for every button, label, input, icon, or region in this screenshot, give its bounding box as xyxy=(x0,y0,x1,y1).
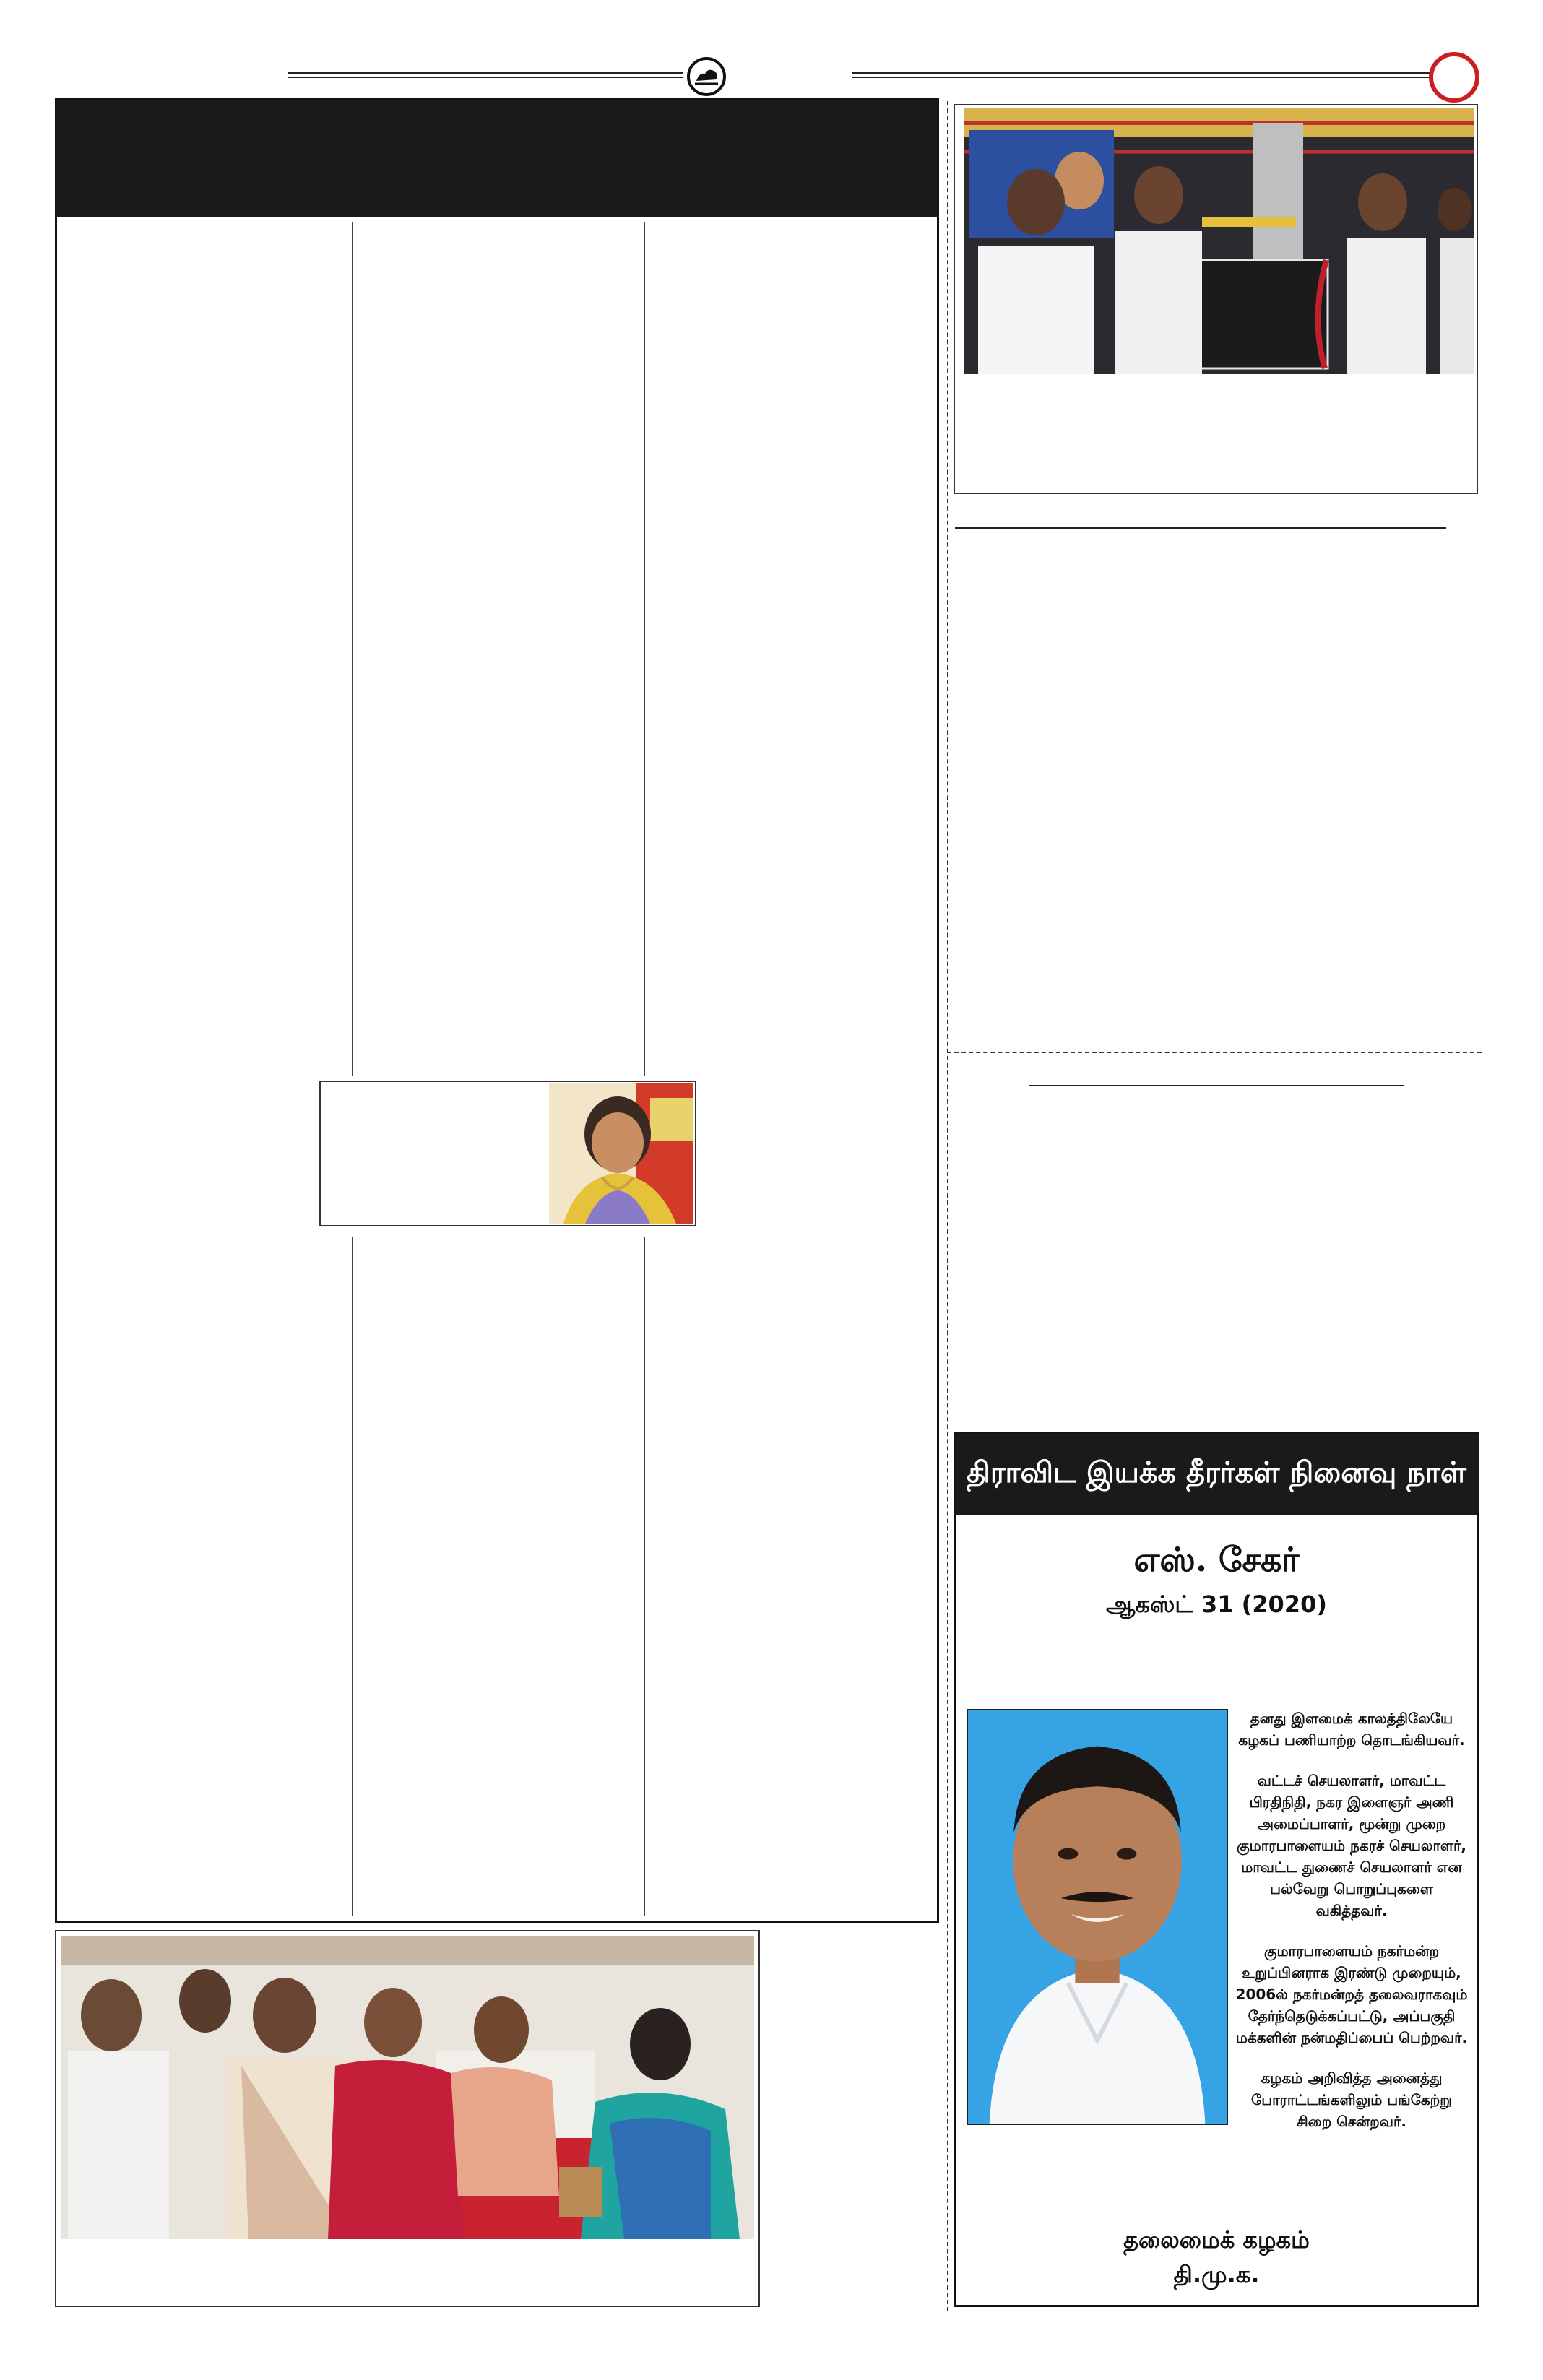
memorial-bio-paragraph: கழகம் அறிவித்த அனைத்து போராட்டங்களிலும் பங்கேற்று சிறை சென்றவர். xyxy=(1251,2069,1452,2130)
memorial-bio-paragraph: வட்டச் செயலாளர், மாவட்ட பிரதிநிதி, நகர இளைஞர் அணி அமைப்பாளர், மூன்று முறை குமாரபாளையம் நகரச் செயலாளர், மாவட்ட துணைச் செயலாளர் என பல்வேறு பொறுப்புகளை வகித்தவர். xyxy=(1237,1772,1466,1919)
header-rule-left-thin xyxy=(288,77,683,78)
dashed-column-separator xyxy=(947,101,948,2311)
memorial-bio xyxy=(1232,1708,1471,2151)
right-column-rule-2 xyxy=(1029,1085,1404,1086)
right-column-rule-1 xyxy=(955,527,1446,529)
exhibition-visit-photo xyxy=(61,1936,754,2239)
header-rule-right xyxy=(852,72,1432,74)
main-article-banner xyxy=(56,100,938,217)
rising-sun-emblem-icon xyxy=(686,56,727,97)
plaque-unveiling-photo xyxy=(964,108,1474,374)
memorial-footer-party: தி.மு.க. xyxy=(1173,2261,1260,2288)
memorial-date: ஆகஸ்ட் 31 (2020) xyxy=(1106,1591,1327,1618)
memorial-name: எஸ். சேகர் xyxy=(1133,1540,1300,1579)
header-rule-right-thin xyxy=(852,77,1432,78)
memorial-banner xyxy=(955,1433,1478,1515)
memorial-footer-org: தலைமைக் கழகம் xyxy=(1123,2226,1310,2254)
page-number-circle xyxy=(1429,52,1479,103)
woman-portrait-photo xyxy=(549,1083,693,1224)
memorial-banner-title: திராவிட இயக்க தீரர்கள் நினைவு நாள் xyxy=(967,1455,1466,1489)
column-rule-1-upper xyxy=(352,222,353,1076)
man-portrait-photo xyxy=(967,1709,1228,2125)
memorial-bio-paragraph: குமாரபாளையம் நகர்மன்ற உறுப்பினராக இரண்டு முறையும், 2006ல் நகர்மன்றத் தலைவராகவும் தேர்ந்தெடுக்கப்பட்டு, அப்பகுதி மக்களின் நன்மதிப்பைப் பெற்றவர். xyxy=(1235,1942,1468,2046)
header-rule-left xyxy=(288,72,683,74)
column-rule-1-lower xyxy=(352,1237,353,1916)
main-article-box xyxy=(55,98,939,1923)
column-rule-2-upper xyxy=(644,222,645,1076)
memorial-bio-paragraph: தனது இளமைக் காலத்திலேயே கழகப் பணியாற்ற தொடங்கியவர். xyxy=(1238,1710,1465,1749)
column-rule-2-lower xyxy=(644,1237,645,1916)
dashed-section-divider xyxy=(947,1052,1482,1053)
